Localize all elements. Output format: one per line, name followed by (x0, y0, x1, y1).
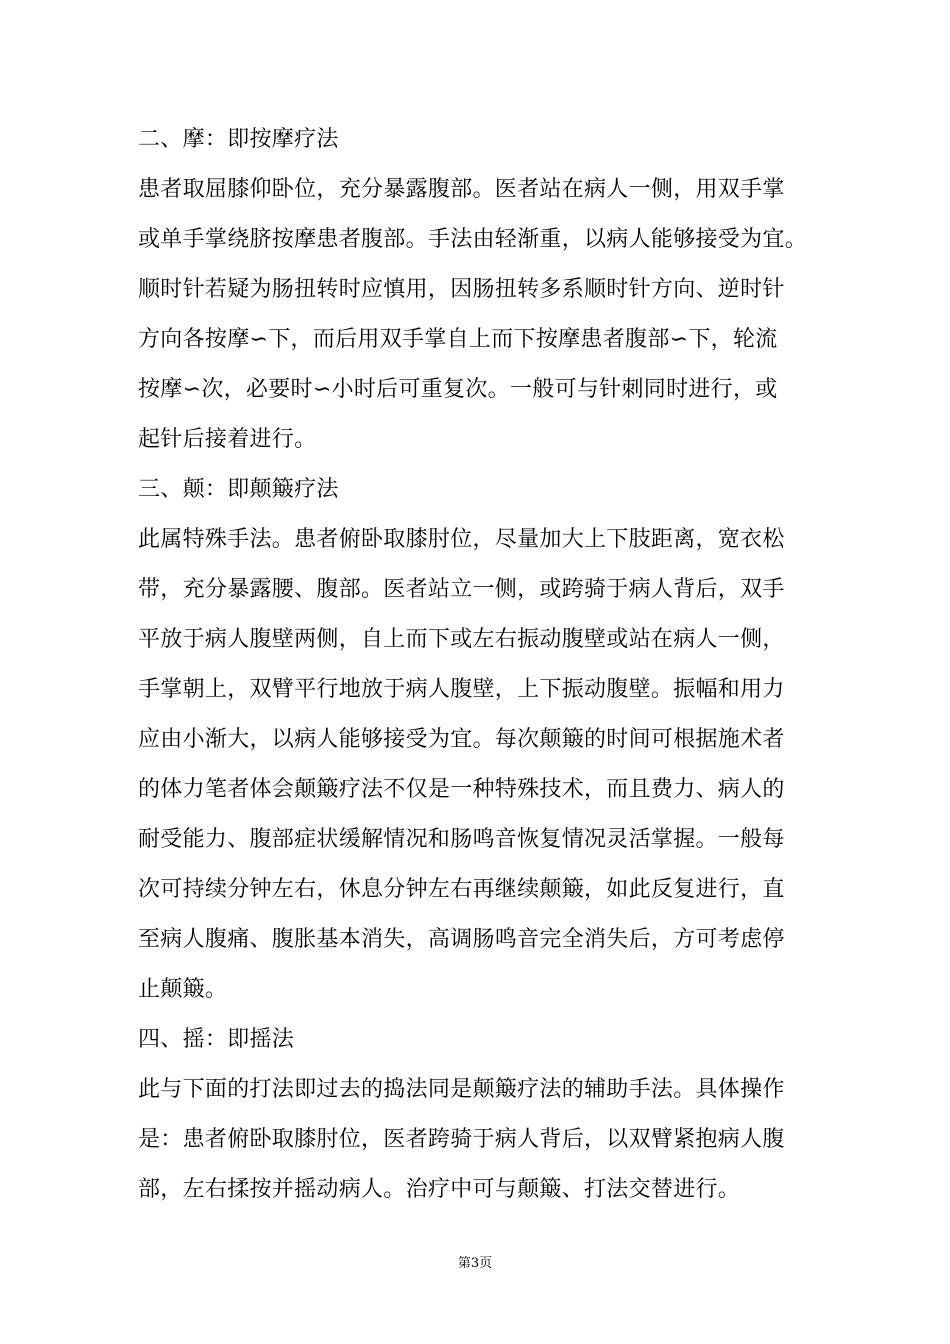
section-heading: 三、颠：即颠簸疗法 (138, 477, 339, 502)
paragraph-line: 次可持续分钟左右，休息分钟左右再继续颠簸，如此反复进行，直 (138, 877, 785, 902)
paragraph-line: 带，充分暴露腰、腹部。医者站立一侧，或跨骑于病人背后，双手 (138, 577, 785, 602)
paragraph-line: 至病人腹痛、腹胀基本消失，高调肠鸣音完全消失后，方可考虑停 (138, 927, 785, 952)
paragraph-line: 按摩∽次，必要时∽小时后可重复次。一般可与针刺同时进行，或 (138, 377, 778, 402)
paragraph-line: 方向各按摩∽下，而后用双手掌自上而下按摩患者腹部∽下，轮流 (138, 327, 778, 352)
page-number: 第3页 (457, 1256, 493, 1271)
section-heading: 四、摇：即摇法 (138, 1027, 295, 1052)
paragraph-line: 或单手掌绕脐按摩患者腹部。手法由轻渐重，以病人能够接受为宜。 (138, 227, 808, 252)
paragraph-line: 顺时针若疑为肠扭转时应慎用，因肠扭转多系顺时针方向、逆时针 (138, 277, 785, 302)
paragraph-line: 此属特殊手法。患者俯卧取膝肘位，尽量加大上下肢距离，宽衣松 (138, 527, 785, 552)
paragraph-line: 此与下面的打法即过去的捣法同是颠簸疗法的辅助手法。具体操作 (138, 1077, 785, 1102)
paragraph-line: 耐受能力、腹部症状缓解情况和肠鸣音恢复情况灵活掌握。一般每 (138, 827, 785, 852)
paragraph-line: 的体力笔者体会颠簸疗法不仅是一种特殊技术，而且费力、病人的 (138, 777, 785, 802)
paragraph-line: 部，左右揉按并摇动病人。治疗中可与颠簸、打法交替进行。 (138, 1177, 741, 1202)
paragraph-line: 起针后接着进行。 (138, 427, 317, 452)
section-heading: 二、摩：即按摩疗法 (138, 127, 339, 152)
paragraph-line: 患者取屈膝仰卧位，充分暴露腹部。医者站在病人一侧，用双手掌 (138, 177, 785, 202)
paragraph-line: 应由小渐大，以病人能够接受为宜。每次颠簸的时间可根据施术者 (138, 727, 785, 752)
paragraph-line: 止颠簸。 (138, 977, 228, 1002)
paragraph-line: 是：患者俯卧取膝肘位，医者跨骑于病人背后，以双臂紧抱病人腹 (138, 1127, 785, 1152)
paragraph-line: 手掌朝上，双臂平行地放于病人腹壁，上下振动腹壁。振幅和用力 (138, 677, 785, 702)
paragraph-line: 平放于病人腹壁两侧，自上而下或左右振动腹壁或站在病人一侧， (138, 627, 785, 652)
